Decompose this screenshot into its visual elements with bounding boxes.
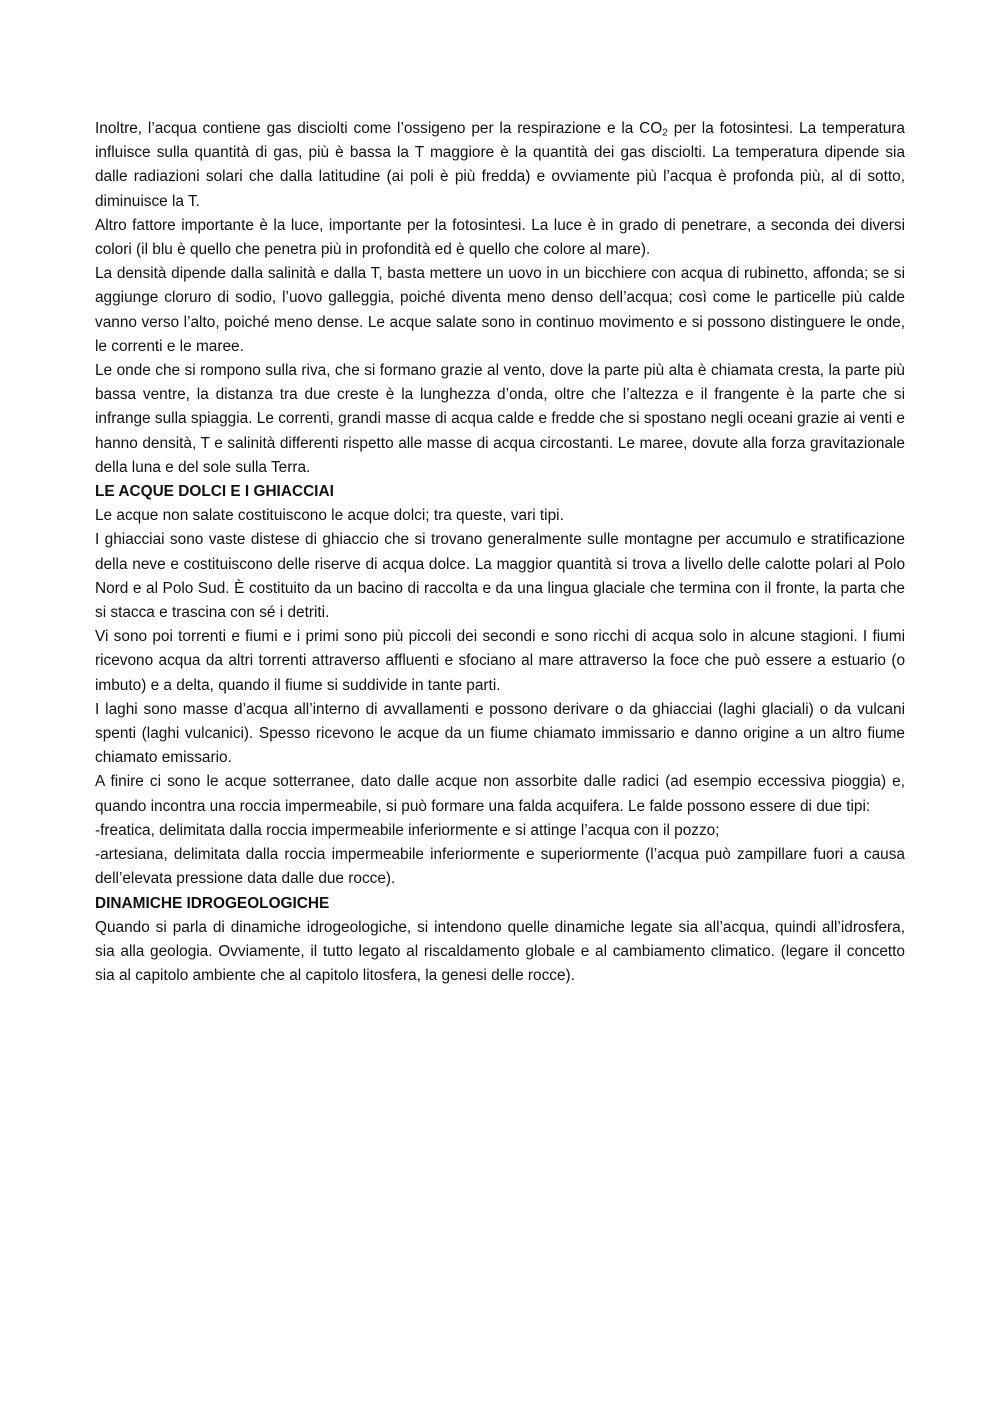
paragraph-glaciers: I ghiacciai sono vaste distese di ghiaccio che si trovano generalmente sulle montagne per accumulo e stratificazione della neve e costituiscono delle riserve di acqua dolce. La maggior quantità si trova a livello delle calotte polari al Polo Nord e al Polo Sud. È costituito da un bacino di raccolta e da una lingua glaciale che termina con il fronte, la parta che si stacca e trascina con sé i detriti. (95, 531, 905, 622)
paragraph-density: La densità dipende dalla salinità e dalla T, basta mettere un uovo in un bicchiere con acqua di rubinetto, affonda; se si aggiunge cloruro di sodio, l’uovo galleggia, poiché diventa meno denso dell’acqua; così come le particelle più calde vanno verso l’alto, poiché meno dense. Le acque salate sono in continuo movimento e si possono distinguere le onde, le correnti e le maree. (95, 265, 905, 355)
paragraph-dissolved-gases (95, 117, 905, 214)
subscript-text: 2 (662, 127, 668, 139)
paragraph-groundwater: A finire ci sono le acque sotterranee, dato dalle acque non assorbite dalle radici (ad esempio eccessiva pioggia) e, quando incontra una roccia impermeabile, si può formare una falda acquifera. Le falde possono essere di due tipi: (95, 773, 905, 815)
section-heading-hydrogeology: DINAMICHE IDROGEOLOGICHE (95, 894, 330, 912)
list-item-artesian: -artesiana, delimitata dalla roccia impermeabile inferiormente e superiormente (l’acqua può zampillare fuori a causa dell’elevata pressione data dalle due rocce). (95, 846, 905, 888)
paragraph-waves-currents-tides: Le onde che si rompono sulla riva, che si formano grazie al vento, dove la parte più alta è chiamata cresta, la parte più bassa ventre, la distanza tra due creste è la lunghezza d’onda, oltre che l’altezza e il frangente è la parte che si infrange sulla spiaggia. Le correnti, grandi masse di acqua calde e fredde che si spostano negli oceani grazie ai venti e hanno densità, T e salinità differenti rispetto alle masse di acqua circostanti. Le maree, dovute alla forza gravitazionale della luna e del sole sulla Terra. (95, 362, 905, 476)
paragraph-hydrogeology: Quando si parla di dinamiche idrogeologiche, si intendono quelle dinamiche legate sia all’acqua, quindi all’idrosfera, sia alla geologia. Ovviamente, il tutto legato al riscaldamento globale e al cambiamento climatico. (legare il concetto sia al capitolo ambiente che al capitolo litosfera, la genesi delle rocce). (95, 918, 905, 985)
paragraph-text: per la fotosintesi. La temperatura influisce sulla quantità di gas, più è bassa la T maggiore è la quantità dei gas disciolti. La temperatura dipende sia dalle radiazioni solari che dalla latitudine (ai poli è più fredda) e ovviamente più l’acqua è profonda più, al di sotto, diminuisce la T. (95, 120, 905, 210)
paragraph-rivers: Vi sono poi torrenti e fiumi e i primi sono più piccoli dei secondi e sono ricchi di acqua solo in alcune stagioni. I fiumi ricevono acqua da altri torrenti attraverso affluenti e sfociano al mare attraverso la foce che può essere a estuario (o imbuto) e a delta, quando il fiume si suddivide in tante parti. (95, 628, 905, 694)
document-page (95, 117, 905, 988)
paragraph-text: Inoltre, l’acqua contiene gas disciolti come l’ossigeno per la respirazione e la CO (95, 120, 663, 137)
list-item-phreatic: -freatica, delimitata dalla roccia impermeabile inferiormente e si attinge l’acqua con il pozzo; (95, 821, 720, 839)
paragraph-fresh-water: Le acque non salate costituiscono le acque dolci; tra queste, vari tipi. (95, 507, 564, 525)
paragraph-light: Altro fattore importante è la luce, importante per la fotosintesi. La luce è in grado di penetrare, a seconda dei diversi colori (il blu è quello che penetra più in profondità ed è quello che colore al mare). (95, 216, 905, 259)
paragraph-lakes: I laghi sono masse d’acqua all’interno di avvallamenti e possono derivare o da ghiacciai (laghi glaciali) o da vulcani spenti (laghi vulcanici). Spesso ricevono le acque da un fiume chiamato immissario e danno origine a un altro fiume chiamato emissario. (95, 700, 905, 767)
section-heading-fresh-water: LE ACQUE DOLCI E I GHIACCIAI (95, 483, 334, 501)
